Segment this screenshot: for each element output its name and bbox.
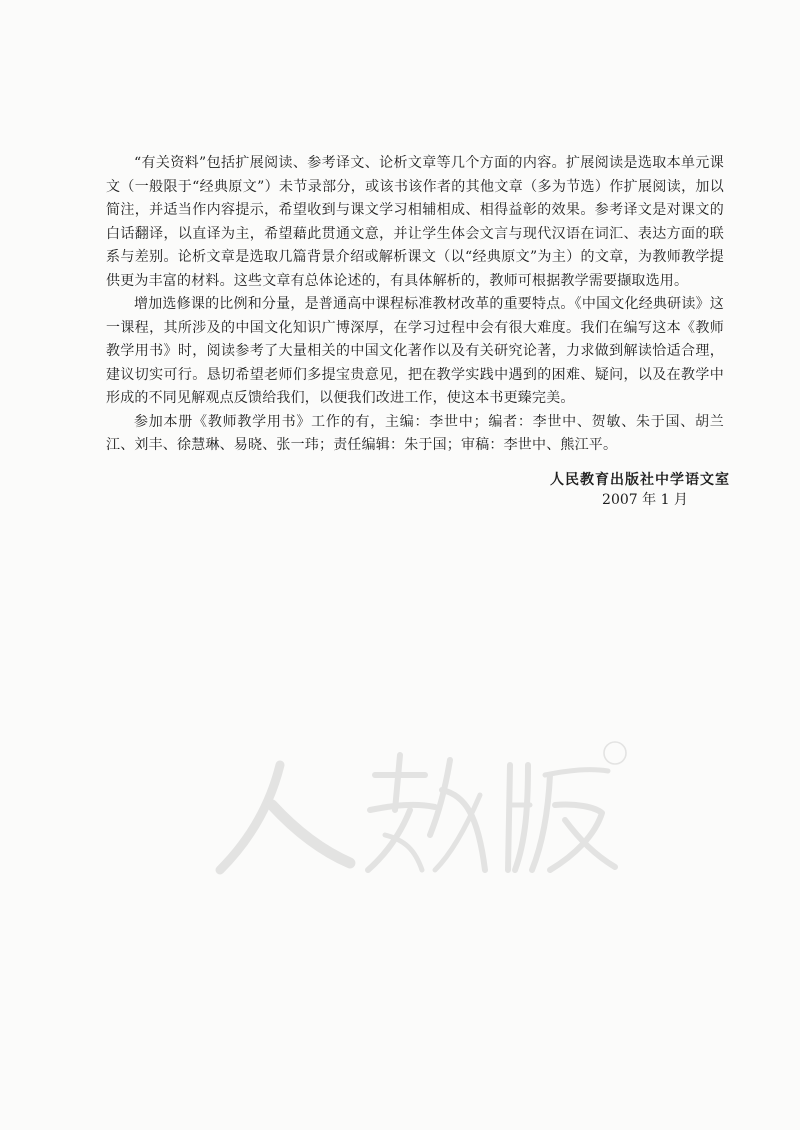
paragraph-contributors: 参加本册《教师教学用书》工作的有，主编：李世中；编者：李世中、贺敏、朱于国、胡兰江、刘丰、徐慧琳、易晓、张一玮；责任编辑：朱于国；审稿：李世中、熊江平。 xyxy=(106,413,724,453)
signature-block xyxy=(510,470,730,510)
body-text xyxy=(106,152,724,458)
paragraph-elective-course: 增加选修课的比例和分量，是普通高中课程标准教材改革的重要特点。《中国文化经典研读》这一课程，其所涉及的中国文化知识广博深厚，在学习过程中会有很大难度。我们在编写这本《教师教学用书》时，阅读参考了大量相关的中国文化著作以及有关研究论著，力求做到解读恰适合理，建议切实可行。恳切希望老师们多提宝贵意见，把在教学实践中遇到的困难、疑问，以及在教学中形成的不同见解观点反馈给我们，以便我们改进工作，使这本书更臻完美。 xyxy=(106,296,724,406)
publisher-watermark-logo xyxy=(210,735,630,885)
paragraph-related-materials: “有关资料”包括扩展阅读、参考译文、论析文章等几个方面的内容。扩展阅读是选取本单元课文（一般限于“经典原文”）未节录部分，或该书该作者的其他文章（多为节选）作扩展阅读，加以简注，并适当作内容提示，希望收到与课文学习相辅相成、相得益彰的效果。参考译文是对课文的白话翻译，以直译为主，希望藉此贯通文意，并让学生体会文言与现代汉语在词汇、表达方面的联系与差别。论析文章是选取几篇背景介绍或解析课文（以“经典原文”为主）的文章，为教师教学提供更为丰富的材料。这些文章有总体论述的，有具体解析的，教师可根据教学需要撷取选用。 xyxy=(106,155,724,289)
signature-date: 2007 年 1 月 xyxy=(602,492,688,508)
signature-organization: 人民教育出版社中学语文室 xyxy=(550,472,730,488)
